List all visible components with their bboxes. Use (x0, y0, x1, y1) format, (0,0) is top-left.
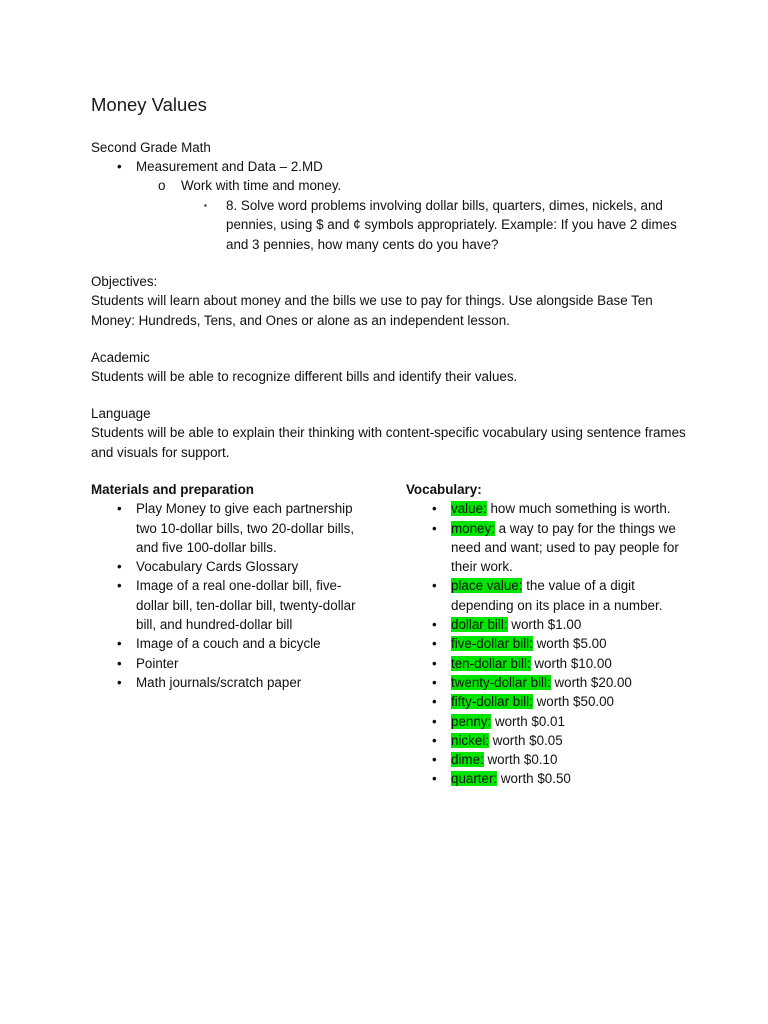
vocabulary-term: nickel: (451, 732, 489, 748)
vocabulary-item (406, 634, 681, 653)
vocabulary-section (406, 480, 706, 789)
materials-item (91, 576, 366, 634)
academic-text: Students will be able to recognize different bills and identify their values. (91, 369, 518, 385)
vocabulary-item (406, 769, 681, 788)
materials-item-text: Math journals/scratch paper (136, 674, 302, 690)
bullet-icon: • (432, 752, 437, 768)
vocabulary-item (406, 673, 681, 692)
vocabulary-heading: Vocabulary: (406, 482, 482, 497)
vocabulary-term: dime: (451, 752, 484, 768)
circle-bullet-icon: o (158, 178, 166, 193)
language-text: Students will be able to explain their thinking with content-specific vocabulary using sentence frames and visuals for support. (91, 425, 686, 460)
bullet-icon: • (117, 578, 122, 594)
vocabulary-term: penny: (451, 713, 492, 729)
vocabulary-definition: worth $0.05 (488, 732, 563, 748)
vocabulary-item (406, 615, 681, 634)
bullet-icon: • (432, 636, 437, 652)
materials-item-text: Vocabulary Cards Glossary (136, 559, 299, 575)
materials-item (91, 654, 366, 673)
bullet-icon: • (432, 771, 437, 787)
academic-heading: Academic (91, 350, 150, 365)
vocabulary-item (406, 519, 681, 577)
vocabulary-definition: the value of a digit depending on its place in a number. (451, 578, 663, 613)
bullet-icon: • (432, 694, 437, 710)
vocabulary-definition: how much something is worth. (486, 501, 671, 517)
vocabulary-list (406, 499, 706, 788)
vocabulary-definition: worth $5.00 (532, 636, 607, 652)
bullet-icon: • (432, 655, 437, 671)
vocabulary-term: fifty-dollar bill: (451, 694, 533, 710)
standard-item: Measurement and Data – 2.MD (136, 159, 323, 174)
objectives-section (91, 272, 691, 330)
vocabulary-definition: worth $20.00 (550, 674, 632, 690)
vocabulary-term: twenty-dollar bill: (451, 674, 551, 690)
vocabulary-definition: worth $10.00 (530, 655, 612, 671)
vocabulary-item (406, 712, 681, 731)
materials-item (91, 634, 366, 653)
bullet-icon: • (432, 617, 437, 633)
sub-standard-item: Work with time and money. (181, 178, 342, 193)
square-bullet-icon: ▪ (204, 201, 207, 210)
vocabulary-term: dollar bill: (451, 617, 508, 633)
bullet-icon: • (432, 578, 437, 594)
vocabulary-term: place value: (451, 578, 523, 594)
materials-heading: Materials and preparation (91, 482, 254, 497)
vocabulary-definition: worth $50.00 (532, 694, 615, 710)
bullet-icon: • (117, 655, 122, 671)
vocabulary-definition: a way to pay for the things we need and want; used to pay people for their work. (451, 520, 679, 575)
vocabulary-item (406, 750, 681, 769)
bullet-icon: • (432, 674, 437, 690)
materials-list (91, 499, 381, 692)
grade-label: Second Grade Math (91, 140, 211, 155)
language-heading: Language (91, 406, 151, 421)
materials-item (91, 499, 366, 557)
vocabulary-item (406, 576, 681, 615)
bullet-icon: • (432, 520, 437, 536)
vocabulary-definition: worth $0.50 (497, 771, 571, 787)
vocabulary-definition: worth $1.00 (507, 617, 582, 633)
objectives-text: Students will learn about money and the bills we use to pay for things. Use alongside Base Ten Money: Hundreds, Tens, and Ones or alone as an independent lesson. (91, 293, 653, 328)
vocabulary-term: money: (451, 520, 495, 536)
academic-section (91, 348, 691, 387)
bullet-icon: • (432, 713, 437, 729)
vocabulary-item (406, 499, 681, 518)
materials-item-text: Pointer (136, 655, 179, 671)
language-section (91, 404, 691, 462)
bullet-icon: • (117, 159, 122, 174)
materials-section (91, 480, 381, 692)
objectives-heading: Objectives: (91, 274, 158, 289)
vocabulary-item (406, 654, 681, 673)
vocabulary-term: quarter: (451, 771, 498, 787)
materials-item-text: Image of a real one-dollar bill, five-dollar bill, ten-dollar bill, twenty-dollar bill, and hundred-dollar bill (136, 578, 356, 633)
standard-detail: 8. Solve word problems involving dollar bills, quarters, dimes, nickels, and pennies, using $ and ¢ symbols appropriately. Example: If you have 2 dimes and 3 pennies, how many cents do you have? (226, 198, 677, 252)
materials-item-text: Image of a couch and a bicycle (136, 636, 321, 652)
page-title: Money Values (91, 94, 207, 115)
materials-item (91, 557, 366, 576)
bullet-icon: • (117, 501, 122, 517)
vocabulary-item (406, 731, 681, 750)
bullet-icon: • (117, 559, 122, 575)
vocabulary-term: ten-dollar bill: (451, 655, 531, 671)
bullet-icon: • (432, 501, 437, 517)
vocabulary-term: five-dollar bill: (451, 636, 533, 652)
vocabulary-term: value: (451, 501, 487, 517)
bullet-icon: • (432, 732, 437, 748)
vocabulary-definition: worth $0.01 (491, 713, 565, 729)
materials-item-text: Play Money to give each partnership two 10-dollar bills, two 20-dollar bills, and five 100-dollar bills. (136, 501, 355, 555)
bullet-icon: • (117, 636, 122, 652)
vocabulary-definition: worth $0.10 (483, 752, 558, 768)
bullet-icon: • (117, 674, 122, 690)
materials-item (91, 673, 366, 692)
vocabulary-item (406, 692, 681, 711)
